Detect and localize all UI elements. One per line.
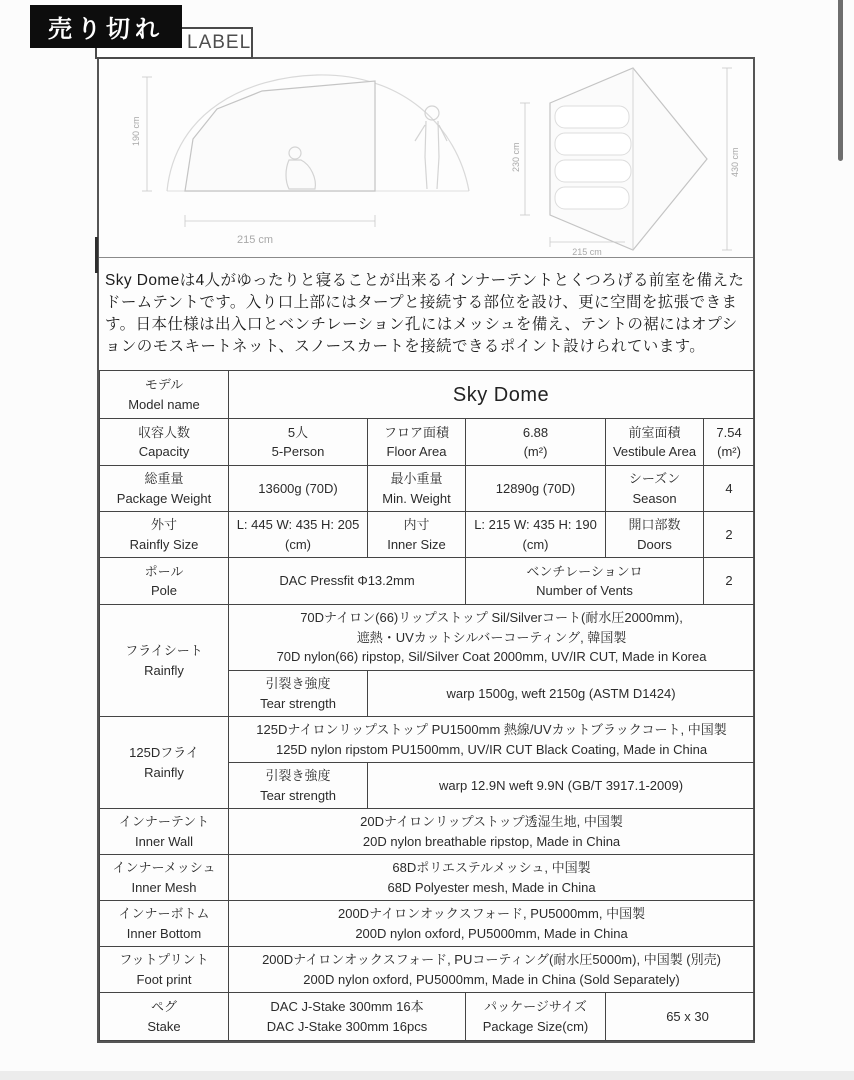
inner-size-label: 内寸 Inner Size [368,512,466,558]
model-label: モデル Model name [100,371,229,419]
row-inner-wall [100,809,755,855]
package-size-label: パッケージサイズ Package Size(cm) [466,993,606,1041]
min-weight-value: 12890g (70D) [466,466,606,512]
spec-label-text: LABEL [187,32,252,53]
package-weight-label: 総重量 Package Weight [100,466,229,512]
inner-bottom-spec: 200Dナイロンオックスフォード, PU5000mm, 中国製 200D nylon oxford, PU5000mm, Made in China [229,901,755,947]
side-width-dimension: 215 cm [236,234,274,246]
row-inner-mesh [100,855,755,901]
inner-size-value: L: 215 W: 435 H: 190 (cm) [466,512,606,558]
package-size-value: 65 x 30 [606,993,755,1041]
photo-left-mark [95,237,98,273]
photo-bottom-strip [0,1071,854,1080]
inner-mesh-spec: 68Dポリエステルメッシュ, 中国製 68D Polyester mesh, Made in China [229,855,755,901]
pole-value: DAC Pressfit Φ13.2mm [229,558,466,605]
rainfly70-label: フライシート Rainfly [100,605,229,717]
sold-out-label: 売り切れ [48,16,164,43]
row-footprint [100,947,755,993]
top-inner-dimension: 230 cm [511,142,521,172]
doors-value: 2 [704,512,755,558]
row-size [100,512,755,558]
rainfly125-spec: 125Dナイロンリップストップ PU1500mm 熱線/UVカットブラックコート, 中国製 125D nylon ripstom PU1500mm, UV/IR CUT Black Coating, Made in China [229,717,755,763]
tent-diagrams [99,59,753,258]
side-height-dimension: 190 cm [131,116,141,146]
pole-label: ポール Pole [100,558,229,605]
floor-area-label: フロア面積 Floor Area [368,419,466,466]
inner-wall-label: インナーテント Inner Wall [100,809,229,855]
rainfly70-tear-value: warp 1500g, weft 2150g (ASTM D1424) [368,671,755,717]
inner-bottom-label: インナーボトム Inner Bottom [100,901,229,947]
rainfly125-label: 125Dフライ Rainfly [100,717,229,809]
sold-out-badge [30,5,182,48]
inner-wall-spec: 20Dナイロンリップストップ透湿生地, 中国製 20D nylon breathable ripstop, Made in China [229,809,755,855]
row-capacity [100,419,755,466]
package-weight-value: 13600g (70D) [229,466,368,512]
capacity-value: 5人 5-Person [229,419,368,466]
rainfly125-tear-label: 引裂き強度 Tear strength [229,763,368,809]
vestibule-area-value: 7.54 (m²) [704,419,755,466]
doors-label: 開口部数 Doors [606,512,704,558]
row-weight [100,466,755,512]
vents-value: 2 [704,558,755,605]
model-value: Sky Dome [229,371,755,419]
spec-sheet [97,57,755,1043]
top-outer-dimension: 430 cm [730,147,740,177]
floor-area-value: 6.88 (m²) [466,419,606,466]
row-inner-bottom [100,901,755,947]
row-rainfly70-spec [100,605,755,671]
rainfly70-spec: 70Dナイロン(66)リップストップ Sil/Silverコート(耐水圧2000mm), 遮熱・UVカットシルバーコーティング, 韓国製 70D nylon(66) ripstop, Sil/Silver Coat 2000mm, UV/IR CUT, Made in Korea [229,605,755,671]
tent-top-view-diagram [495,59,755,258]
rainfly-size-label: 外寸 Rainfly Size [100,512,229,558]
season-value: 4 [704,466,755,512]
tent-side-view-diagram [127,61,487,257]
inner-mesh-label: インナーメッシュ Inner Mesh [100,855,229,901]
rainfly70-tear-label: 引裂き強度 Tear strength [229,671,368,717]
rainfly125-tear-value: warp 12.9N weft 9.9N (GB/T 3917.1-2009) [368,763,755,809]
row-rainfly125-spec [100,717,755,763]
season-label: シーズン Season [606,466,704,512]
photo-edge-line [838,0,843,161]
row-model [100,371,755,419]
footprint-spec: 200Dナイロンオックスフォード, PUコーティング(耐水圧5000m), 中国製 (別売) 200D nylon oxford, PU5000mm, Made in China (Sold Separately) [229,947,755,993]
row-stake [100,993,755,1041]
row-pole [100,558,755,605]
rainfly-size-value: L: 445 W: 435 H: 205 (cm) [229,512,368,558]
vents-label: ベンチレーションロ Number of Vents [466,558,704,605]
footprint-label: フットプリント Foot print [100,947,229,993]
stake-value: DAC J-Stake 300mm 16本 DAC J-Stake 300mm 16pcs [229,993,466,1041]
product-description: Sky Domeは4人がゆったりと寝ることが出来るインナーテントとくつろげる前室を備えたドームテントです。入り口上部にはタープと接続する部位を設け、更に空間を拡張できます。日本仕様は出入口とベンチレーション孔にはメッシュを備え、テントの裾にはオプションのモスキートネット、スノースカートを接続できるポイント設けられています。 [105,272,745,355]
top-width-dimension: 215 cm [572,247,602,257]
vestibule-area-label: 前室面積 Vestibule Area [606,419,704,466]
spec-table [99,370,755,1041]
stake-label: ペグ Stake [100,993,229,1041]
min-weight-label: 最小重量 Min. Weight [368,466,466,512]
capacity-label: 収容人数 Capacity [100,419,229,466]
